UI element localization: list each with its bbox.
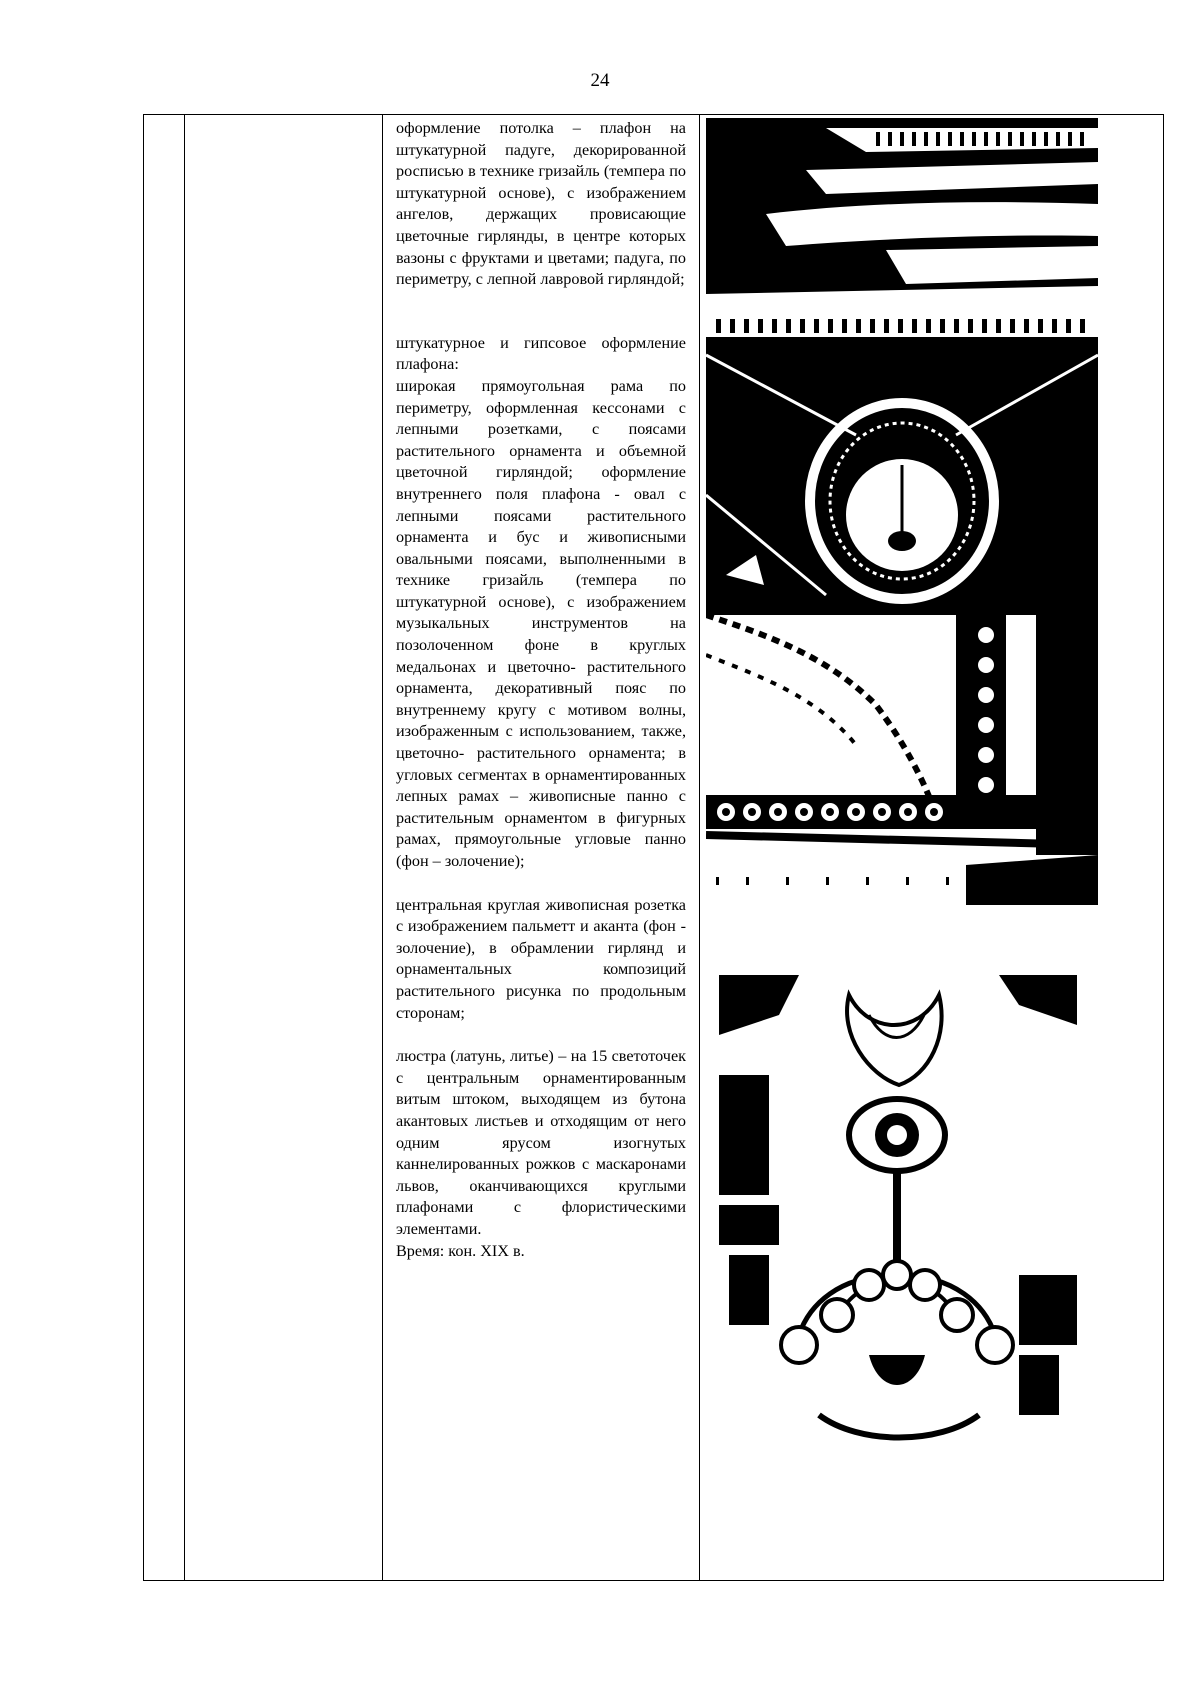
column-divider-2 [382,115,383,1580]
plaster-description: широкая прямоугольная рама по периметру, оформленная кессонами с лепными розетками, с поясами растительного орнамента и объемной цветочной гирляндой; оформление внутреннего поля плафона - овал с лепными поясами растительного орнамента и бус и живописными овальными поясами, выполненными в технике гризайль (темпера по штукатурной основе), с изображением музыкальных инструментов на позолоченном фоне в круглых медальонах и цветочно- растительного орнамента, декоративный пояс по внутреннему кругу с мотивом волны, изображенным с использованием, также, цветочно- растительного орнамента; в угловых сегментах в орнаментированных лепных рамах – живописные панно с растительным орнаментом в фигурных рамах, прямоугольные угловые панно (фон – золочение); [396,376,686,870]
coffered-frame-photo [706,615,1098,905]
chandelier-rosette-photo [719,975,1077,1457]
plafond-oval-photo-icon [706,315,1098,615]
coffered-frame-photo-icon [706,615,1098,905]
plafond-oval-photo [706,315,1098,615]
ceiling-description: оформление потолка – плафон на штукатурной падуге, декорированной росписью в технике гризайль (темпера по штукатурной основе), с изображением ангелов, держащих провисающие цветочные гирлянды, в центре которых вазоны с фруктами и цветами; падуга, по периметру, с лепной лавровой гирляндой; [396,119,686,289]
description-cell [396,118,686,1262]
column-divider-1 [184,115,185,1580]
register-table [143,114,1164,1581]
ceiling-cornice-photo-icon [706,118,1098,301]
column-divider-3 [699,115,700,1580]
time-note: Время: кон. XIX в. [396,1241,525,1260]
plaster-heading: штукатурное и гипсовое оформление плафона: [396,333,686,374]
page-number: 24 [590,70,610,91]
ceiling-cornice-photo [706,118,1098,301]
chandelier-rosette-photo-icon [719,975,1077,1457]
chandelier-description: люстра (латунь, литье) – на 15 светоточек с центральным орнаментированным витым штоком, выходящем из бутона акантовых листьев и отходящим от него одним ярусом изогнутых каннелированных рожков с маскаронами львов, оканчивающихся круглыми плафонами с флористическими элементами. [396,1047,686,1238]
rosette-description: центральная круглая живописная розетка с изображением пальметт и аканта (фон - золочение), в обрамлении гирлянд и орнаментальных композиций растительного рисунка по продольным сторонам; [396,895,686,1022]
